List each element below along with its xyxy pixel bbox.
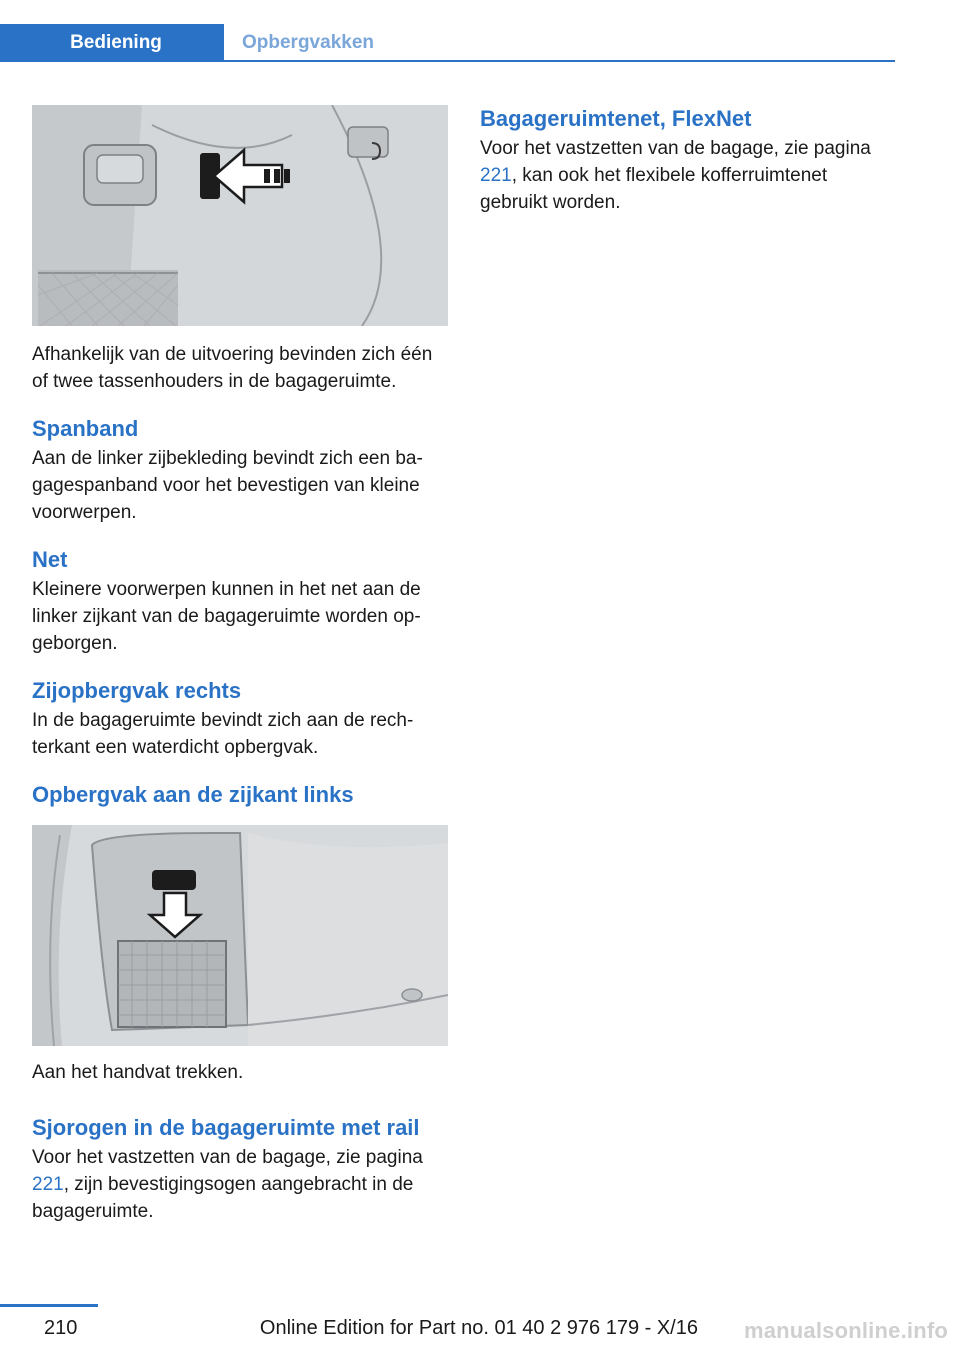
heading-opbergvak-links: Opbergvak aan de zijkant links (32, 782, 354, 807)
heading-zijopbergvak: Zijopbergvak rechts (32, 678, 242, 703)
page-link-221[interactable]: 221 (32, 1174, 64, 1195)
section-tab[interactable] (224, 24, 374, 62)
edition-note: Online Edition for Part no. 01 40 2 976 179 - X/16 (259, 1317, 698, 1339)
net-text: Kleinere voorwerpen kunnen in het net aan de linker zijkant van de bagageruimte worden opgeborgen. (32, 579, 421, 654)
bag-holder-text: Afhankelijk van de uitvoering bevinden zich één of twee tassenhouders in de bagageruimte. (32, 344, 433, 392)
chapter-tab-label: Bediening (70, 32, 162, 53)
header-divider (0, 60, 895, 62)
handle-text: Aan het handvat trekken. (32, 1062, 244, 1083)
flexnet-text-post: , kan ook het flexibele kofferruimtenet gebruikt worden. (480, 165, 828, 213)
sjorogen-text-pre: Voor het vastzetten van de bagage, zie pagina (32, 1147, 423, 1168)
sjorogen-text-post: , zijn bevestigingsogen aangebracht in de bagageruimte. (32, 1174, 414, 1222)
heading-sjorogen: Sjorogen in de bagageruimte met rail (32, 1115, 420, 1140)
zijopbergvak-text: In de bagageruimte bevindt zich aan de rechterkant een waterdicht opbergvak. (32, 710, 414, 758)
heading-flexnet: Bagageruimtenet, FlexNet (480, 106, 752, 131)
right-column (480, 104, 896, 216)
spanband-text: Aan de linker zijbekleding bevindt zich een bagagespanband voor het bevestigen van kleine voorwerpen. (32, 448, 423, 523)
watermark: manualsonline.info (743, 1318, 948, 1343)
flexnet-text (480, 135, 896, 216)
heading-net: Net (32, 547, 68, 572)
bag-holder-illustration (32, 105, 448, 326)
section-tab-label: Opbergvakken (242, 32, 374, 53)
side-compartment-illustration (32, 825, 448, 1046)
footer-divider (0, 1304, 98, 1307)
heading-spanband: Spanband (32, 416, 139, 441)
page-number: 210 (44, 1317, 78, 1339)
flexnet-text-pre: Voor het vastzetten van de bagage, zie pagina (480, 138, 871, 159)
sjorogen-text (32, 1144, 448, 1225)
chapter-tab[interactable] (0, 24, 224, 62)
left-column (32, 105, 448, 1225)
page-link-221[interactable]: 221 (480, 165, 512, 186)
